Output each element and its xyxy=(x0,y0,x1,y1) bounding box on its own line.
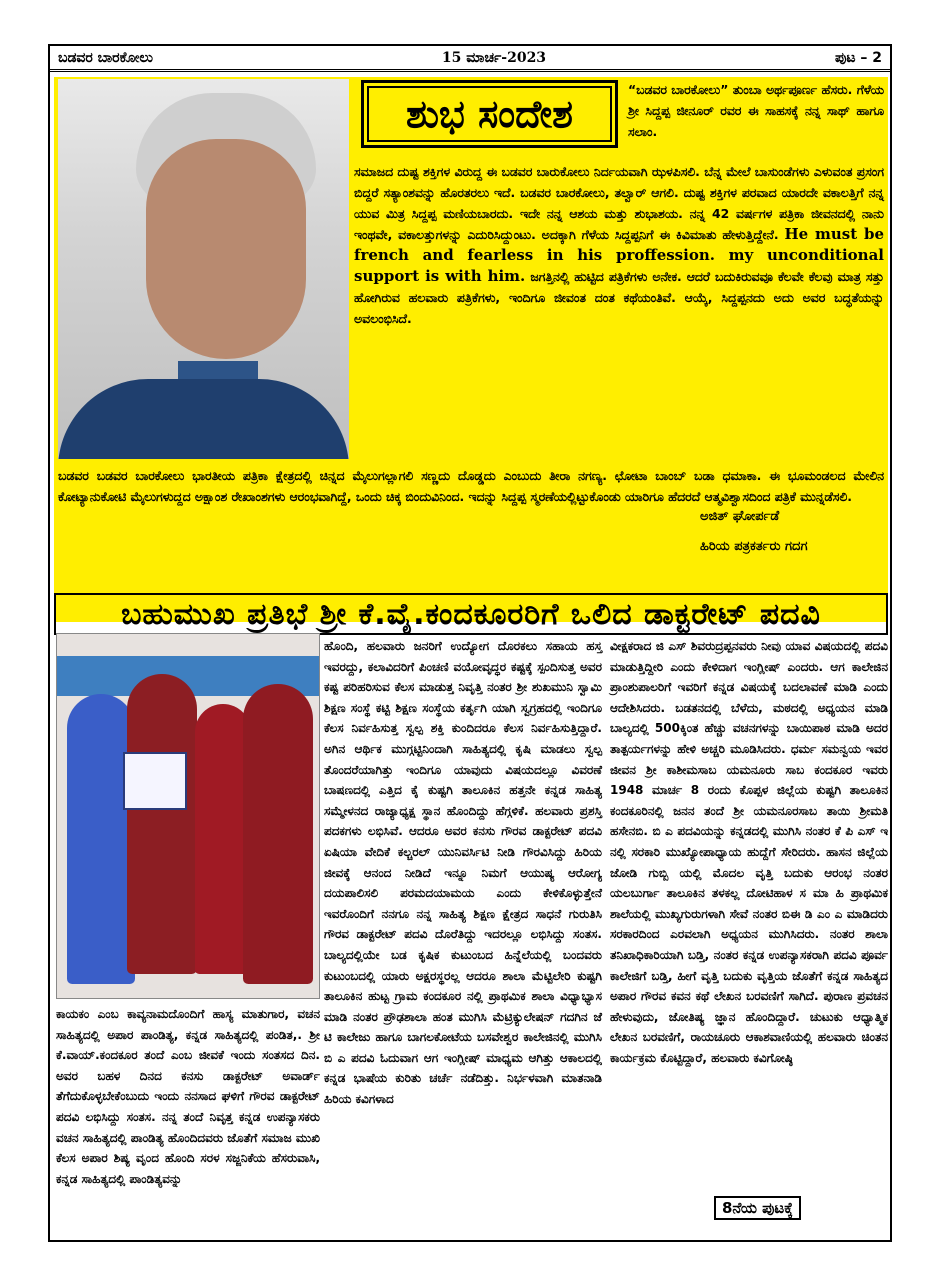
greeting-message-box xyxy=(54,77,888,622)
issue-date: 15 ಮಾರ್ಚ-2023 xyxy=(441,49,547,66)
message-paragraph-2: ಸಮಾಜದ ದುಷ್ಟ ಶಕ್ತಿಗಳ ವಿರುದ್ದ ಈ ಬಡವರ ಬಾರುಕೋಲು ನಿರ್ದಯವಾಗಿ ಝಳಪಿಸಲಿ. ಬೆನ್ನ ಮೇಲೆ ಬಾಸುಂಡೆಗಳು ಎಳುವಂತ ಪ್ರಸಂಗ ಬಿದ್ದರೆ ಸತ್ಯಾಂಶವನ್ನು ಹೊರತರಲು ಇದೆ. ಬಡವರ ಬಾರಕೋಲು, ತಲ್ವಾರ್ ಆಗಲಿ. ದುಷ್ಟ ಶಕ್ತಿಗಳ ಪರವಾದ ಯಾರದೇ ವಕಾಲತ್ತಿಗೆ ನನ್ನ ಯುವ ಮಿತ್ರ ಸಿದ್ದಪ್ಪ ಮಣಿಯಬಾರದು. ಇದೇ ನನ್ನ ಆಶಯ ಮತ್ತು ಶುಭಾಶಯ. ನನ್ನ 42 ವರ್ಷಗಳ ಪತ್ರಿಕಾ ಜೀವನದಲ್ಲಿ ನಾನು ಇಂಥವೇ, ವಕಾಲತ್ತುಗಳನ್ನು ಎದುರಿಸಿದ್ದುಂಟು. ಅದಕ್ಕಾಗಿ ಗೆಳೆಯ ಸಿದ್ದಪ್ಪನಿಗೆ ಈ ಕಿವಿಮಾತು ಹೇಳುತ್ತಿದ್ದೇನೆ. xyxy=(354,164,884,242)
message-title: ಶುಭ ಸಂದೇಶ xyxy=(361,80,618,148)
article-column-2: ಹೊಂದಿ, ಹಲವಾರು ಜನರಿಗೆ ಉದ್ಯೋಗ ದೊರಕಲು ಸಹಾಯ ಹಸ್ತ ಇವರದ್ದು, ಕಲಾವಿದರಿಗೆ ಪಿಂಚಣಿ ವಯೋವೃದ್ಧರ ಕಷ್ಟಕ್ಕೆ ಸ್ಪಂದಿಸುತ್ತ ಅವರ ಕಷ್ಟ ಪರಿಹರಿಸುವ ಕೆಲಸ ಮಾಡುತ್ತ ನಿವೃತ್ತಿ ನಂತರ ಶ್ರೀ ಶುಖಮುನಿ ಸ್ವಾಮಿ ಶಿಕ್ಷಣ ಸಂಸ್ಥೆ ಕಟ್ಟಿ ಶಿಕ್ಷಣ ಸಂಸ್ಥೆಯ ಕರ್ತೃಗಿ ಯಾಗಿ ಸ್ವಗ್ರಹದಲ್ಲಿ ಇಂದಿಗೂ ಕೆಲಸ ನಿರ್ವಹಿಸುತ್ತ ಸ್ವಲ್ಪ ಶಕ್ತಿ ಕುಂದಿದರೂ ಕೆಲಸ ನಿರ್ವಹಿಸುತ್ತಿದ್ದಾರೆ. ಅಗಿನ ಆರ್ಥಿಕ ಮುಗ್ಗಟ್ಟಿನಿಂದಾಗಿ ಸಾಹಿತ್ಯದಲ್ಲಿ ಕೃಷಿ ಮಾಡಲು ಸ್ವಲ್ಪ ತೊಂದರೆಯಾಗಿತ್ತು ಇಂದಿಗೂ ಯಾವುದು ವಿಷಯದಲ್ಲೂ ವಿವರಣೆ ಬಾಷಣದಲ್ಲಿ ಎತ್ತಿದ ಕೈ ಕುಷ್ಟಗಿ ತಾಲೂಕಿನ ಹತ್ತನೇ ಕನ್ನಡ ಸಾಹಿತ್ಯ ಸಮ್ಮೇಳನದ ರಾಜ್ಯಾಧ್ಯಕ್ಷ ಸ್ಥಾನ ಹೊಂದಿದ್ದು ಹೆಗ್ಗಳಿಕೆ. ಹಲವಾರು ಪ್ರಶಸ್ತಿ ಪದಕಗಳು ಲಭಿಸಿವೆ. ಆದರೂ ಅವರ ಕನಸು ಗೌರವ ಡಾಕ್ಟರೇಟ್ ಪದವಿ ಏಷಿಯಾ ವೇದಿಕೆ ಕಲ್ಚರಲ್ ಯುನಿವರ್ಸಿಟಿ ನೀಡಿ ಗೌರವಿಸಿದ್ದು ಹಿರಿಯ ಜೀವಕ್ಕೆ ಆನಂದ ನೀಡಿದೆ ಇನ್ನೂ ನಿಮಗೆ ಆಯುಷ್ಯ ಆರೋಗ್ಯ ದಯಪಾಲಿಸಲಿ ಪರಮದಯಾಮಯ ಎಂದು ಕೇಳಿಕೊಳ್ಳುತ್ತೇನೆ ಇವರೊಂದಿಗೆ ನನಗೂ ನನ್ನ ಸಾಹಿತ್ಯ ಶಿಕ್ಷಣ ಕ್ಷೇತ್ರದ ಸಾಧನೆ ಗುರುತಿಸಿ ಗೌರವ ಡಾಕ್ಟರೇಟ್ ಪದವಿ ದೊರೆತಿದ್ದು ಇದರಲ್ಲೂ ಲಭಿಸಿದ್ದು ಸಂತಸ. ಬಾಲ್ಯದಲ್ಲಿಯೇ ಬಡ ಕೃಷಿಕ ಕುಟುಂಬದ ಹಿನ್ನೆಲೆಯಲ್ಲಿ ಬಂದವರು ಕುಟುಂಬದಲ್ಲಿ ಯಾರು ಅಕ್ಷರಸ್ಥರಲ್ಲ ಆದರೂ ಶಾಲಾ ಮೆಟ್ಟಿಲೇರಿ ಕುಷ್ಟಗಿ ತಾಲೂಕಿನ ಹುಟ್ಟ ಗ್ರಾಮ ಕಂದಕೂರ ನಲ್ಲಿ ಪ್ರಾಥಮಿಕ ಶಾಲಾ ವಿಧ್ಯಾಭ್ಯಾಸ ಮಾಡಿ ನಂತರ ಪ್ರೌಢಶಾಲಾ ಹಂತ ಮುಗಿಸಿ ಮೆಟ್ರಿಕ್ಯುಲೇಷನ್ ಗದಗಿನ ಜೆ ಟಿ ಕಾಲೇಜು ಹಾಗೂ ಬಾಗಲಕೋಟೆಯ ಬಸವೇಶ್ವರ ಕಾಲೇಜಿನಲ್ಲಿ ಮುಗಿಸಿ ಬಿ ಎ ಪದವಿ ಓದುವಾಗ ಆಗ ಇಂಗ್ಲೀಷ್ ಮಾಧ್ಯಮ ಆಗಿತ್ತು ಆಕಾಲದಲ್ಲಿ ಕನ್ನಡ ಭಾಷೆಯ ಕುರಿತು ಚರ್ಚೆ ನಡೆದಿತ್ತು. ನಿರ್ಭಳವಾಗಿ ಮಾತನಾಡಿ ಹಿರಿಯ ಕವಿಗಳಾದ xyxy=(324,639,602,1107)
message-paragraph-1: “ಬಡವರ ಬಾರಕೋಲು” ತುಂಬಾ ಅರ್ಥಪೂರ್ಣ ಹೆಸರು. ಗೆಳೆಯ ಶ್ರೀ ಸಿದ್ದಪ್ಪ ಜೀನೂರ್ ರವರ ಈ ಸಾಹಸಕ್ಕೆ ನನ್ನ ಸಾಥ್ ಹಾಗೂ ಸಲಾಂ. xyxy=(628,82,884,139)
message-english-quote: He must be french and fearless in his proffession. my unconditional support is with him. xyxy=(354,225,884,285)
page-number: ಪುಟ – 2 xyxy=(834,49,882,66)
signature-name: ಅಜಿತ್ ಘೋರ್ಪಡೆ xyxy=(700,509,780,524)
message-body xyxy=(354,161,884,329)
masthead-name: ಬಡವರ ಬಾರಕೋಲು xyxy=(58,49,153,66)
newspaper-page xyxy=(48,44,892,1242)
page-header xyxy=(50,46,890,72)
article-column-3: ವೀಕ್ಷಕರಾದ ಜಿ ಎಸ್ ಶಿವರುದ್ರಪ್ಪನವರು ನೀವು ಯಾವ ವಿಷಯದಲ್ಲಿ ಪದವಿ ಮಾಡುತ್ತಿದ್ದೀರಿ ಎಂದು ಕೇಳಿದಾಗ ಇಂಗ್ಲೀಷ್ ಎಂದರು. ಆಗ ಕಾಲೇಜಿನ ಪ್ರಾಂಶುಪಾಲರಿಗೆ ಇವರಿಗೆ ಕನ್ನಡ ವಿಷಯಕ್ಕೆ ಬದಲಾವಣೆ ಮಾಡಿ ಎಂದು ಆದೇಶಿಸಿದರು. ಬಡತನದಲ್ಲಿ ಬೆಳೆದು, ಮಠದಲ್ಲಿ ಅಧ್ಯಯನ ಮಾಡಿ ಬಾಲ್ಯದಲ್ಲಿ 500ಕ್ಕಿಂತ ಹೆಚ್ಚು ವಚನಗಳನ್ನು ಬಾಯಿಪಾಠ ಮಾಡಿ ಅದರ ತಾತ್ಪರ್ಯಗಳನ್ನು ಹೇಳಿ ಅಚ್ಚರಿ ಮೂಡಿಸಿದರು. ಧರ್ಮ ಸಮನ್ವಯ ಇವರ ಜೀವನ ಶ್ರೀ ಕಾಶೀಮಸಾಬ ಯಮನೂರು ಸಾಬ ಕಂದಕೂರ ಇವರು 1948 ಮಾರ್ಚ 8 ರಂದು ಕೊಪ್ಪಳ ಜಿಲ್ಲೆಯ ಕುಷ್ಟಗಿ ತಾಲೂಕಿನ ಕಂದಕೂರಿನಲ್ಲಿ ಜನನ ತಂದೆ ಶ್ರೀ ಯಮನೂರಸಾಬ ತಾಯಿ ಶ್ರೀಮತಿ ಹಸೇನಬಿ. ಬಿ ಎ ಪದವಿಯನ್ನು ಕನ್ನಡದಲ್ಲಿ ಮುಗಿಸಿ ನಂತರ ಕೆ ಪಿ ಎಸ್ ಇ ನಲ್ಲಿ ಸರಕಾರಿ ಮುಖ್ಯೋಪಾಧ್ಯಾಯ ಹುದ್ದೆಗೆ ಸೇರಿದರು. ಹಾಸನ ಜಿಲ್ಲೆಯ ಜೋಡಿ ಗುಬ್ಬಿ ಯಲ್ಲಿ ಮೊದಲ ವೃತ್ತಿ ಬದುಕು ಆರಂಭ ನಂತರ ಯಲಬುರ್ಗಾ ತಾಲೂಕಿನ ತಳಕಲ್ಲ ದೋಟಿಹಾಳ ಸ ಮಾ ಹಿ ಪ್ರಾಥಮಿಕ ಶಾಲೆಯಲ್ಲಿ ಮುಖ್ಯಗುರುಗಳಾಗಿ ಸೇವೆ ನಂತರ ಬಿಈ ಡಿ ಎಂ ಎ ಮಾಡಿದರು ಸರಕಾರದಿಂದ ಎರವಲಾಗಿ ಅಧ್ಯಯನ ಮುಗಿಸಿದರು. ನಂತರ ಶಾಲಾ ತನಿಖಾಧಿಕಾರಿಯಾಗಿ ಬಡ್ತಿ, ನಂತರ ಕನ್ನಡ ಉಪನ್ಯಾಸಕರಾಗಿ ಪದವಿ ಪೂರ್ವ ಕಾಲೇಜಿಗೆ ಬಡ್ತಿ, ಹೀಗೆ ವೃತ್ತಿ ಬದುಕು ವೃತ್ತಿಯ ಜೊತೆಗೆ ಕನ್ನಡ ಸಾಹಿತ್ಯದ ಅಪಾರ ಗೌರವ ಕವನ ಕಥೆ ಲೇಖನ ಬರವಣಿಗೆ ಸಾಗಿದೆ. ಪುರಾಣ ಪ್ರವಚನ ಹೇಳುವುದು, ಜೋತಿಷ್ಯ ಜ್ಞಾನ ಹೊಂದಿದ್ದಾರೆ. ಚುಟುಕು ಆಧ್ಯಾತ್ಮಿಕ ಲೇಖನ ಬರವಣಿಗೆ, ರಾಯಚೂರು ಆಕಾಶವಾಣಿಯಲ್ಲಿ ಹಲವಾರು ಚಿಂತನ ಕಾರ್ಯಕ್ರಮ ಕೊಟ್ಟಿದ್ದಾರೆ, ಹಲವಾರು ಕವಿಗೋಷ್ಠಿ xyxy=(610,639,888,1065)
article-column-1: ಕಾಯಕಂ ಎಂಬ ಕಾವ್ಯನಾಮದೊಂದಿಗೆ ಹಾಸ್ಯ ಮಾತುಗಾರ, ವಚನ ಸಾಹಿತ್ಯದಲ್ಲಿ ಅಪಾರ ಪಾಂಡಿತ್ಯ, ಕನ್ನಡ ಸಾಹಿತ್ಯದಲ್ಲಿ ಪಂಡಿತ,. ಶ್ರೀ ಕೆ.ವಾಯ್.ಕಂದಕೂರ ತಂದೆ ಎಂಬ ಜೀವಕೆ ಇಂದು ಸಂತಸದ ದಿನ. ಅವರ ಬಹಳ ದಿನದ ಕನಸು ಡಾಕ್ಟರೇಟ್ ಅವಾರ್ಡ್ ತೆಗೆದುಕೊಳ್ಳಬೇಕೆಂಬುದು ಇಂದು ನನಸಾದ ಘಳಿಗೆ ಗೌರವ ಡಾಕ್ಟರೇಟ್ ಪದವಿ ಲಭಿಸಿದ್ದು ಸಂತಸ. ನನ್ನ ತಂದೆ ನಿವೃತ್ತ ಕನ್ನಡ ಉಪನ್ಯಾಸಕರು ವಚನ ಸಾಹಿತ್ಯದಲ್ಲಿ ಪಾಂಡಿತ್ಯ ಹೊಂದಿದವರು ಜೊತೆಗೆ ಸಮಾಜ ಮುಖಿ ಕೆಲಸ ಅಪಾರ ಶಿಷ್ಯ ವೃಂದ ಹೊಂದಿ ಸರಳ ಸಜ್ಜನಿಕೆಯ ಹೆಸರುವಾಸಿ, ಕನ್ನಡ ಸಾಹಿತ್ಯದಲ್ಲಿ ಪಾಂಡಿತ್ಯವನ್ನು xyxy=(56,1007,320,1186)
doctorate-ceremony-photo xyxy=(56,633,320,999)
message-paragraph-3: ಜಗತ್ತಿನಲ್ಲಿ ಹುಟ್ಟಿದ ಪತ್ರಿಕೆಗಳು ಅನೇಕ. ಆದರೆ ಬದುಕಿರುವವೂ ಕೆಲವೇ ಕೆಲವು ಮಾತ್ರ ಸತ್ತು ಹೋಗಿರುವ ಹಲವಾರು ಪತ್ರಿಕೆಗಳು, ಇಂದಿಗೂ ಜೀವಂತ ದಂತ ಕಥೆಯಂತಿವೆ. ಆಯ್ಕೆ, ಸಿದ್ದಪ್ಪನದು ಅದು ಅವರ ಬದ್ಧತೆಯನ್ನು ಅವಲಂಭಿಸಿದೆ. xyxy=(354,269,884,326)
article-headline: ಬಹುಮುಖ ಪ್ರತಿಭೆ ಶ್ರೀ ಕೆ.ವೈ.ಕಂದಕೂರರಿಗೆ ಒಲಿದ ಡಾಕ್ಟರೇಟ್ ಪದವಿ xyxy=(54,593,888,635)
message-paragraph-4: ಬಡವರ ಬಡವರ ಬಾರಕೋಲು ಭಾರತೀಯ ಪತ್ರಿಕಾ ಕ್ಷೇತ್ರದಲ್ಲಿ ಚಿನ್ನದ ಮೈಲುಗಲ್ಲಾಗಲಿ ಸಣ್ಣದು ದೊಡ್ಡದು ಎಂಬುದು ತೀರಾ ನಗಣ್ಯ. ಛೋಟಾ ಬಾಂಬ್ ಬಡಾ ಧಮಾಕಾ. ಈ ಭೂಮಂಡಲದ ಮೇಲಿನ ಕೋಟ್ಯಾನುಕೋಟಿ ಮೈಲುಗಳುದ್ದದ ಅಕ್ಷಾಂಶ ರೇಖಾಂಶಗಳು ಆರಂಭವಾಗಿದ್ದೆ, ಒಂದು ಚಿಕ್ಕ ಬಿಂದುವಿನಿಂದ. ಇದನ್ನು ಸಿದ್ದಪ್ಪ ಸ್ಮರಣೆಯಲ್ಲಿಟ್ಟುಕೊಂಡು ಯಾರಿಗೂ ಹೆದರದೆ ಆತ್ಮವಿಶ್ವಾಸದಿಂದ ಪತ್ರಿಕೆ ಮುನ್ನಡೆಸಲಿ. xyxy=(58,468,884,504)
signature-title: ಹಿರಿಯ ಪತ್ರಕರ್ತರು ಗದಗ xyxy=(700,539,808,554)
continued-on-page-8-link[interactable]: 8ನೆಯ ಪುಟಕ್ಕೆ xyxy=(714,1196,801,1220)
author-portrait-photo xyxy=(58,79,349,459)
